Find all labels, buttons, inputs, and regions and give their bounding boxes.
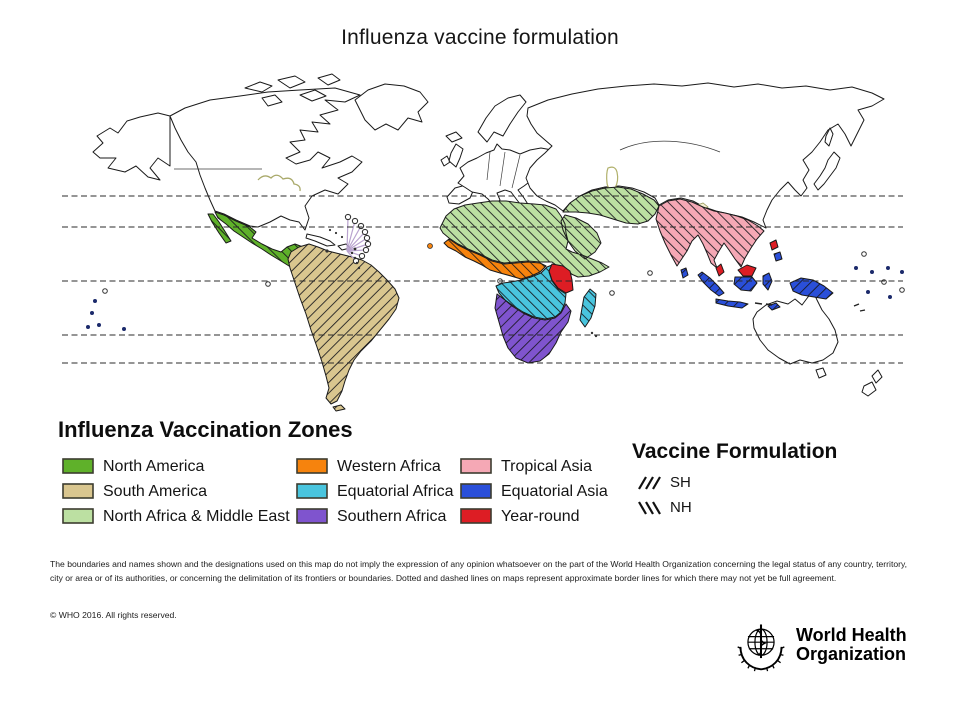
legend-item-south-america xyxy=(62,479,290,504)
legend-label: Equatorial Asia xyxy=(501,482,608,500)
legend-swatch xyxy=(63,459,93,473)
legend-label: Western Africa xyxy=(337,457,441,475)
formulation-label: SH xyxy=(670,474,691,491)
legend-item-north-africa-middle-east xyxy=(62,504,290,529)
legend-swatch xyxy=(461,459,491,473)
formulation-title: Vaccine Formulation xyxy=(632,440,838,463)
legend-item-year-round xyxy=(460,504,608,529)
legend-swatch xyxy=(297,509,327,523)
legend-item-equatorial-africa xyxy=(296,479,454,504)
land-new-zealand xyxy=(862,370,882,396)
who-logo-line2: Organization xyxy=(796,644,907,664)
formulation-item-nh xyxy=(636,499,692,516)
legend-item-equatorial-asia xyxy=(460,479,608,504)
legend-column-2 xyxy=(296,454,454,529)
land-north-america xyxy=(170,88,362,230)
who-logo-line1: World Health xyxy=(796,624,907,645)
legend-swatch xyxy=(297,484,327,498)
sh-hatch-icon xyxy=(636,474,662,491)
legend-column-3 xyxy=(460,454,608,529)
legend-label: Year-round xyxy=(501,507,580,525)
legend-item-western-africa xyxy=(296,454,454,479)
legend-label: Southern Africa xyxy=(337,507,447,525)
legend-label: Tropical Asia xyxy=(501,457,592,475)
legend-item-north-america xyxy=(62,454,290,479)
legend-swatch xyxy=(461,484,491,498)
land-british-isles xyxy=(441,144,463,167)
legend-label: Equatorial Africa xyxy=(337,482,454,500)
disclaimer-text: The boundaries and names shown and the designations used on this map do not imply the expression of any opinion whatsoever on the part of the World Health Organization concerning the legal status of any country, territory, city or area or of its authorities, or concerning the delimitation of its frontiers or boundaries. Dotted and dashed lines on maps represent approximate border lines for which there may not yet be full agreement. xyxy=(50,559,908,583)
legend-label: North Africa & Middle East xyxy=(103,507,290,525)
land-alaska xyxy=(93,113,170,180)
legend-zones-title: Influenza Vaccination Zones xyxy=(58,417,353,442)
copyright-text: © WHO 2016. All rights reserved. xyxy=(50,610,177,620)
legend-label: North America xyxy=(103,457,205,475)
legend-column-1 xyxy=(62,454,290,529)
legend-swatch xyxy=(63,509,93,523)
page-title: Influenza vaccine formulation xyxy=(341,26,619,49)
land-iceland xyxy=(446,132,462,142)
land-greenland xyxy=(355,84,428,130)
legend-label: South America xyxy=(103,482,208,500)
legend-swatch xyxy=(297,459,327,473)
caspian-sea-outline xyxy=(607,167,618,189)
legend-item-tropical-asia xyxy=(460,454,608,479)
who-emblem-icon xyxy=(733,617,789,673)
legend-item-southern-africa xyxy=(296,504,454,529)
formulation-label: NH xyxy=(670,499,692,516)
who-logo xyxy=(733,617,907,673)
legend-swatch xyxy=(461,509,491,523)
legend-swatch xyxy=(63,484,93,498)
formulation-item-sh xyxy=(636,474,691,491)
nh-hatch-icon xyxy=(636,499,662,516)
cape-verde-dot xyxy=(428,244,433,249)
land-scandinavia xyxy=(478,95,526,142)
